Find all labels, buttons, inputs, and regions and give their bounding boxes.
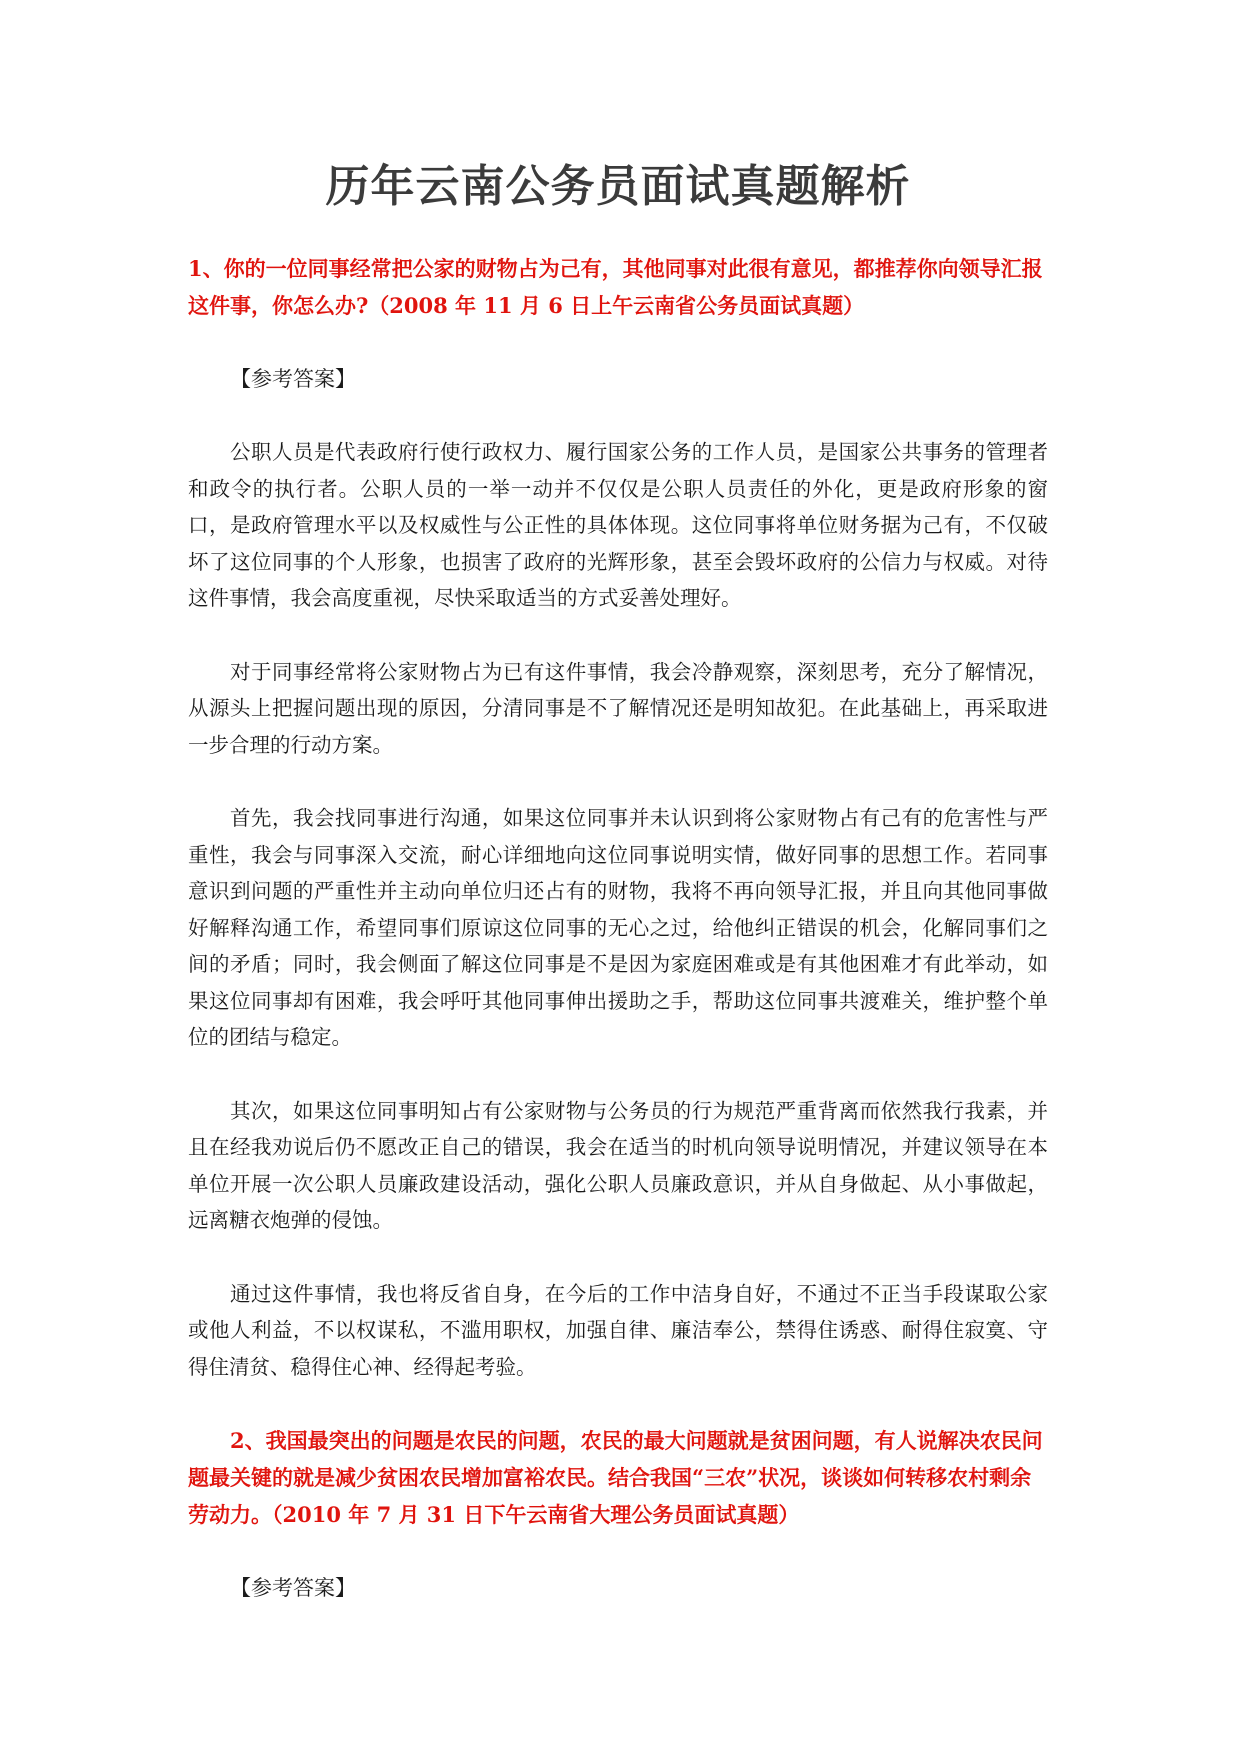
answer-1-paragraph-2: 对于同事经常将公家财物占为已有这件事情，我会冷静观察，深刻思考，充分了解情况，从源头上把握问题出现的原因，分清同事是不了解情况还是明知故犯。在此基础上，再采取进一步合理的行动方案。 <box>188 659 1048 757</box>
document-title: 历年云南公务员面试真题解析 <box>325 161 911 212</box>
answer-1-paragraph-5: 通过这件事情，我也将反省自身，在今后的工作中洁身自好，不通过不正当手段谋取公家或他人利益，不以权谋私，不滥用职权，加强自律、廉洁奉公，禁得住诱惑、耐得住寂寞、守得住清贫、稳得住心神、经得起考验。 <box>188 1281 1048 1379</box>
answer-label-2: 【参考答案】 <box>230 1576 356 1600</box>
answer-1-paragraph-1: 公职人员是代表政府行使行政权力、履行国家公务的工作人员，是国家公共事务的管理者和政令的执行者。公职人员的一举一动并不仅仅是公职人员责任的外化，更是政府形象的窗口，是政府管理水平以及权威性与公正性的具体体现。这位同事将单位财务据为己有，不仅破坏了这位同事的个人形象，也损害了政府的光辉形象，甚至会毁坏政府的公信力与权威。对待这件事情，我会高度重视，尽快采取适当的方式妥善处理好。 <box>188 440 1048 610</box>
question-2-text: 2、我国最突出的问题是农民的问题，农民的最大问题就是贫困问题，有人说解决农民问题最关键的就是减少贫困农民增加富裕农民。结合我国“三农”状况，谈谈如何转移农村剩余劳动力。（2010 年 7 月 31 日下午云南省大理公务员面试真题） <box>188 1428 1043 1527</box>
answer-label-1: 【参考答案】 <box>230 367 356 391</box>
answer-1-paragraph-3: 首先，我会找同事进行沟通，如果这位同事并未认识到将公家财物占有己有的危害性与严重性，我会与同事深入交流，耐心详细地向这位同事说明实情，做好同事的思想工作。若同事意识到问题的严重性并主动向单位归还占有的财物，我将不再向领导汇报，并且向其他同事做好解释沟通工作，希望同事们原谅这位同事的无心之过，给他纠正错误的机会，化解同事们之间的矛盾；同时，我会侧面了解这位同事是不是因为家庭困难或是有其他困难才有此举动，如果这位同事却有困难，我会呼吁其他同事伸出援助之手，帮助这位同事共渡难关，维护整个单位的团结与稳定。 <box>188 806 1048 1049</box>
answer-1-paragraph-4: 其次，如果这位同事明知占有公家财物与公务员的行为规范严重背离而依然我行我素，并且在经我劝说后仍不愿改正自己的错误，我会在适当的时机向领导说明情况，并建议领导在本单位开展一次公职人员廉政建设活动，强化公职人员廉政意识，并从自身做起、从小事做起，远离糖衣炮弹的侵蚀。 <box>188 1098 1048 1232</box>
question-section-2 <box>188 1422 1048 1607</box>
document-page <box>188 150 1048 1607</box>
question-1-text: 1、你的一位同事经常把公家的财物占为己有，其他同事对此很有意见，都推荐你向领导汇报这件事，你怎么办?（2008 年 11 月 6 日上午云南省公务员面试真题） <box>188 256 1043 318</box>
question-section-1 <box>188 250 1048 1385</box>
